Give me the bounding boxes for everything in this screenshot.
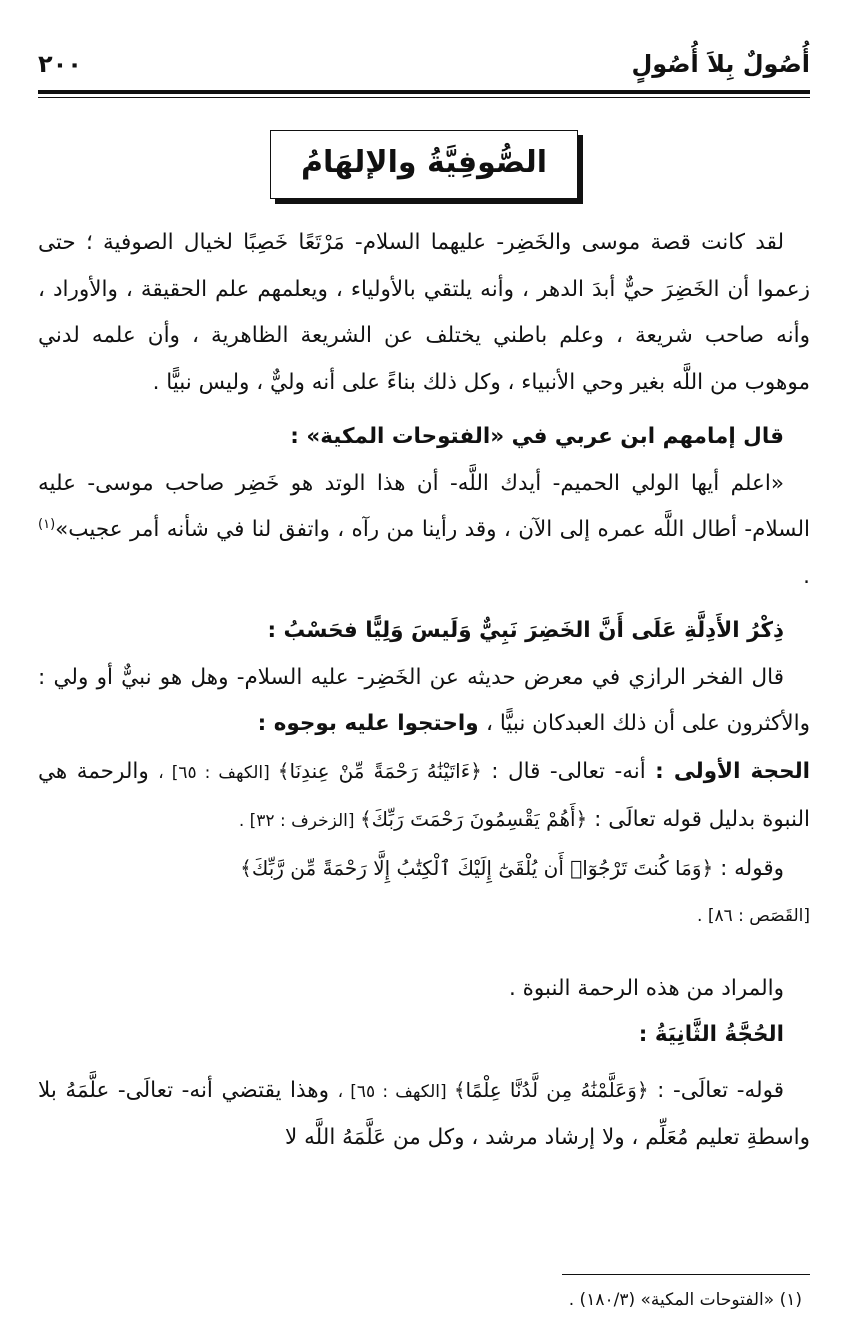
footnote: (١) «الفتوحات المكية» (١٨٠/٣) . [568, 1290, 802, 1310]
quote-paragraph [38, 461, 810, 601]
quote-text: «اعلم أيها الولي الحميم- أيدك اللَّه- أن هذا الوتد هو خَضِر صاحب موسى- عليه السلام- أطال اللَّه عمره إلى الآن ، وقد رأينا من رآه ، واتفق لنا في شأنه أمر عجيب» [38, 470, 810, 542]
footnote-rule [562, 1274, 810, 1275]
razi-bold: واحتجوا عليه بوجوه : [257, 711, 487, 736]
proof1-ref2: [الزخرف : ٣٢] . [238, 811, 360, 831]
body-text [38, 220, 810, 1162]
chapter-title-box [270, 130, 578, 199]
proof2-text: قوله- تعالَى- : [648, 1077, 784, 1103]
page-header [38, 50, 810, 90]
razi-text: قال الفخر الرازي في معرض حديثه عن الخَضِر- عليه السلام- وهل هو نبيٌّ أو ولي : والأكثرون على أن ذلك العبدكان نبيًّا ، [38, 664, 810, 736]
proof1-ref: [الكهف : ٦٥] ، [158, 762, 278, 783]
proof2-heading: الحُجَّةُ الثَّانِيَةُ : [638, 1022, 784, 1047]
proof1-ref3-line [38, 892, 810, 940]
proof1-paragraph [38, 748, 810, 845]
page-number: ٢٠٠ [38, 50, 82, 78]
razi-paragraph [38, 655, 810, 748]
book-title: أُصُولٌ بِلاَ أُصُولٍ [631, 50, 810, 78]
paragraph-intro: لقد كانت قصة موسى والخَضِر- عليهما السلام- مَرْتَعًا خَصِبًا لخيال الصوفية ؛ حتى زعموا أن الخَضِرَ حيٌّ أبدَ الدهر ، وأنه يلتقي بالأولياء ، ويعلمهم علم الحقيقة ، والأوراد ، وأنه صاحب شريعة ، وعلم باطني يختلف عن الشريعة الظاهرية ، وأن علمه لدني موهوب من اللَّه بغير وحي الأنبياء ، وكل ذلك بناءً على أنه وليٌّ ، وليس نبيًّا . [38, 230, 810, 395]
proof1-ayah2: ﴿أَهُمْ يَقْسِمُونَ رَحْمَتَ رَبِّكَ﴾ [359, 807, 588, 831]
chapter-title: الصُّوفِيَّةُ والإلهَامُ [300, 145, 548, 180]
section-heading: ذِكْرُ الأَدِلَّةِ عَلَى أَنَّ الخَضِرَ نَبِيٌّ وَلَيسَ وَلِيًّا فحَسْبُ : [267, 618, 784, 643]
quote-end: . [803, 563, 810, 589]
proof2-ayah: ﴿وَعَلَّمْنَٰهُ مِن لَّدُنَّا عِلْمًا﴾ [453, 1077, 649, 1102]
header-rule-thin [38, 97, 810, 98]
proof1-text: أنه- تعالى- قال : [481, 758, 656, 784]
proof1-text3: وقوله : [713, 855, 784, 881]
header-rule-thick [38, 90, 810, 94]
footnote-marker[interactable]: (١) [38, 516, 56, 532]
proof2-ref: [الكهف : ٦٥] ، [337, 1081, 454, 1102]
proof1-ayah: ﴿ءَاتَيْنَٰهُ رَحْمَةً مِّنْ عِندِنَا﴾ [277, 758, 482, 783]
proof1-paragraph-cont [38, 845, 810, 893]
chapter-title-wrap [38, 130, 810, 199]
proof1-label: الحجة الأولى : [655, 758, 811, 784]
proof1-ref3: [القَصَص : ٨٦] . [697, 906, 810, 926]
page [38, 0, 810, 1334]
proof2-text2: وهذا يقتضي أنه- تعالَى- علَّمَهُ بلا واسطةِ تعليم مُعَلِّم ، ولا إرشاد مرشد ، وكل من عَلَّمَهُ اللَّه لا [38, 1077, 810, 1150]
proof1-ayah3: ﴿وَمَا كُنتَ تَرْجُوٓا۟ أَن يُلْقَىٰٓ إِلَيْكَ ٱلْكِتَٰبُ إِلَّا رَحْمَةً مِّن رَّبِّكَ﴾ [240, 855, 714, 880]
quote-intro: قال إمامهم ابن عربي في «الفتوحات المكية» : [290, 424, 784, 449]
proof2-paragraph [38, 1067, 810, 1162]
proof1-text2: والرحمة هي النبوة بدليل قوله تعالَى : [38, 758, 810, 832]
mercy-line: والمراد من هذه الرحمة النبوة . [508, 975, 784, 1001]
